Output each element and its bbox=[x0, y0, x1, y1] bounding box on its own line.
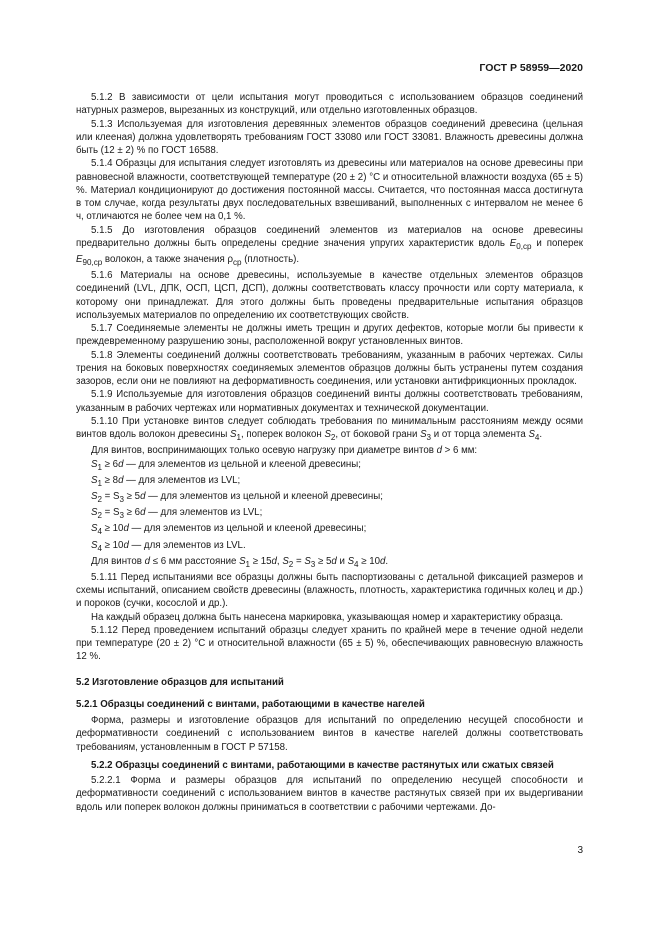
spacing-list-item: $S_2 = S_3 \ge 5d$ — для элементов из цельной и клееной древесины; bbox=[91, 490, 383, 504]
paragraph-p_small: Для винтов d ≤ 6 мм расстояние $S_1 \ge 15d$, $S_2 = S_3 \ge 5d$ и $S_4 \ge 10d$. bbox=[91, 555, 389, 569]
spacing-list bbox=[76, 458, 583, 555]
spacing-list-item: $S_1 \ge 6d$ — для элементов из цельной и клееной древесины; bbox=[91, 458, 361, 472]
paragraph-p513: 5.1.3 Используемая для изготовления деревянных элементов образцов соединений древесина (цельная или клееная) должна удовлетворять требованиям ГОСТ 33080 или ГОСТ 33081. Влажность древесины должна быть (12 ± 2) % по ГОСТ 16588. bbox=[76, 118, 583, 156]
paragraph-p515: 5.1.5 До изготовления образцов соединений элементов из материалов на основе древесины предварительно должны быть определены средние значения упругих характеристик вдоль $E_{0,ср}$ и поперек $E_{90,ср}$ волокон, а также значения $\rho_{ср}$ (плотность). bbox=[76, 224, 583, 267]
paragraph-group-2 bbox=[76, 555, 583, 664]
paragraph-p_axial: Для винтов, воспринимающих только осевую нагрузку при диаметре винтов d > 6 мм: bbox=[91, 445, 478, 457]
spacing-list-item: $S_1 \ge 8d$ — для элементов из LVL; bbox=[91, 474, 241, 488]
paragraph-5-2-1: Форма, размеры и изготовление образцов для испытаний по определению несущей способности и деформативности соединений с использованием винтов в качестве нагелей должны соответствовать требованиям, установленным в ГОСТ Р 57158. bbox=[76, 715, 583, 753]
paragraph-p5111: 5.1.11 Перед испытаниями все образцы должны быть паспортизованы с детальной фиксацией размеров и схемы испытаний, описанием свойств древесины (влажность, плотность, характеристика годичных колец и др.) и пороков (сучки, косослой и др.). bbox=[76, 571, 583, 610]
section-heading-5-2-1: 5.2.1 Образцы соединений с винтами, работающими в качестве нагелей bbox=[76, 698, 425, 710]
paragraph-p517: 5.1.7 Соединяемые элементы не должны иметь трещин и других дефектов, которые могли бы привести к преждевременному разрушению зоны, расположенной вокруг установленных винтов. bbox=[76, 323, 583, 348]
page-number: 3 bbox=[577, 845, 583, 856]
paragraph-p512: 5.1.2 В зависимости от цели испытания могут проводиться с использованием образцов соединений натурных размеров, вырезанных из конструкций, или отдельно изготовленных образцов. bbox=[76, 92, 583, 117]
paragraph-p_mark: На каждый образец должна быть нанесена маркировка, указывающая номер и характеристику образца. bbox=[91, 611, 564, 623]
paragraph-p5112: 5.1.12 Перед проведением испытаний образцы следует хранить по крайней мере в течение одной недели при температуре (20 ± 2) °С и относительной влажности (65 ± 5) %, обеспечивающих равновесную влажность 12 %. bbox=[76, 624, 583, 663]
document-body bbox=[76, 91, 583, 814]
section-heading-5-2: 5.2 Изготовление образцов для испытаний bbox=[76, 676, 284, 688]
paragraph-p516: 5.1.6 Материалы на основе древесины, используемые в качестве отдельных элементов образцов соединений (LVL, ДПК, ОСП, ЦСП, ДСП), должны соответствовать классу прочности или сорту материала, к которому они принадлежат. Для этого должны быть проведены предварительные испытания образцов используемых материалов по определению их соответствующих свойств. bbox=[76, 270, 583, 321]
paragraph-p518: 5.1.8 Элементы соединений должны соответствовать требованиям, указанным в рабочих чертежах. Силы трения на боковых поверхностях соединяемых элементов образцов должны быть устранены путем создания зазоров, если они не повлияют на деформативность соединения, или установки антифрикционных прокладок. bbox=[76, 349, 583, 388]
paragraph-p519: 5.1.9 Используемые для изготовления образцов соединений винты должны соответствовать требованиям, указанным в рабочих чертежах или нормативных документах и технической документации. bbox=[76, 389, 583, 414]
spacing-list-item: $S_4 \ge 10d$ — для элементов из LVL. bbox=[91, 539, 246, 553]
document-header-id: ГОСТ Р 58959—2020 bbox=[479, 62, 583, 74]
section-heading-5-2-2: 5.2.2 Образцы соединений с винтами, работающими в качестве растянутых или сжатых связей bbox=[91, 759, 554, 771]
spacing-list-item: $S_2 = S_3 \ge 6d$ — для элементов из LVL; bbox=[91, 507, 263, 521]
paragraph-5-2-2-1: 5.2.2.1 Форма и размеры образцов для испытаний по определению несущей способности и деформативности соединений с использованием винтов в качестве растянутых связей при их выдергивании вдоль или поперек волокон должны приниматься в соответствии с рабочими чертежами. До- bbox=[76, 775, 583, 813]
paragraph-group-1 bbox=[76, 91, 583, 458]
paragraph-p5110: 5.1.10 При установке винтов следует соблюдать требования по минимальным расстояниям между осями винтов вдоль волокон древесины $S_1$, поперек волокон $S_2$, от боковой грани $S_3$ и от торца элемента $S_4$. bbox=[76, 415, 583, 443]
spacing-list-item: $S_4 \ge 10d$ — для элементов из цельной и клееной древесины; bbox=[91, 523, 367, 537]
paragraph-p514: 5.1.4 Образцы для испытания следует изготовлять из древесины или материалов на основе древесины при равновесной влажности, соответствующей температуре (20 ± 2) °С и относительной влажности воздуха (65 ± 5) %. Материал кондиционируют до достижения постоянной массы. Считается, что постоянная масса достигнута в том случае, когда результаты двух последовательных взвешиваний, выполненных с интервалом не менее 6 ч, отличаются не более чем на 0,1 %. bbox=[76, 158, 583, 223]
